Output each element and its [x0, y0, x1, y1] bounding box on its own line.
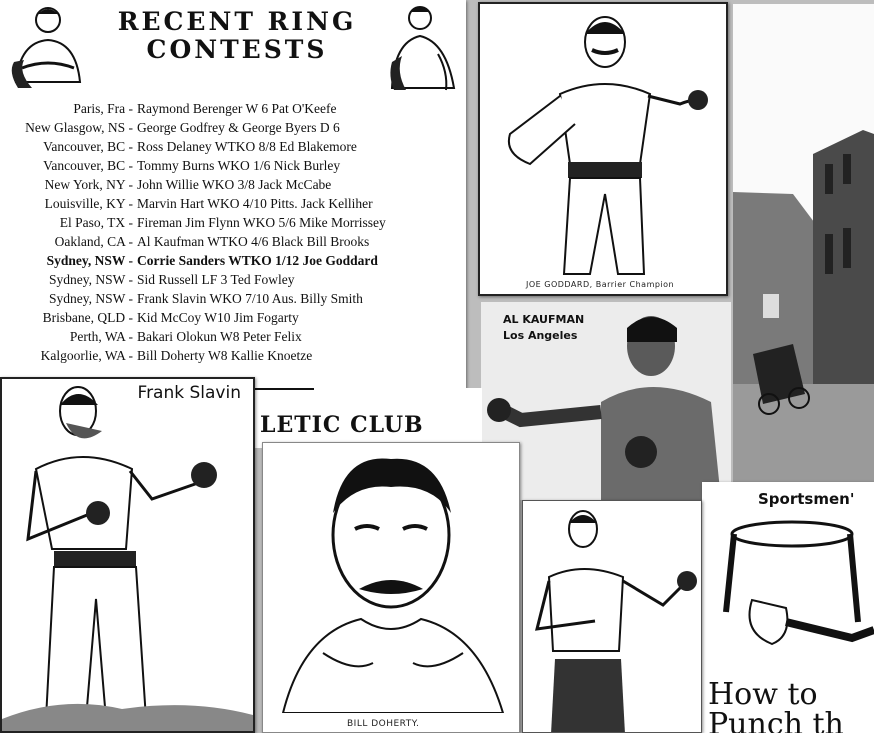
contest-result: Ross Delaney WTKO 8/8 Ed Blakemore: [137, 139, 357, 154]
contest-row: [0, 272, 466, 291]
contest-row: [0, 215, 466, 234]
contest-result: Corrie Sanders WTKO 1/12 Joe Goddard: [137, 253, 378, 268]
contest-row: [0, 158, 466, 177]
goddard-caption: JOE GODDARD, Barrier Champion: [526, 280, 675, 289]
contest-result: Sid Russell LF 3 Ted Fowley: [137, 272, 295, 287]
contest-row: [0, 177, 466, 196]
how-to-line1: How to: [708, 677, 818, 712]
small-boxer-photo: [522, 500, 702, 733]
contest-row: [0, 253, 466, 272]
sportsmen-title: Sportsmen': [758, 490, 855, 508]
contest-result: George Godfrey & George Byers D 6: [137, 120, 340, 135]
contests-heading-line1: RECENT RING: [117, 7, 357, 36]
boxer-portrait-doherty-icon: [263, 443, 520, 713]
street-building-photo-icon: [733, 4, 874, 482]
contest-location: Brisbane, QLD -: [42, 310, 133, 325]
how-to-line2: Punch th: [708, 707, 844, 733]
contest-row: [0, 120, 466, 139]
contest-location: Sydney, NSW -: [49, 272, 133, 287]
contest-location: Vancouver, BC -: [43, 139, 133, 154]
contest-location: El Paso, TX -: [59, 215, 133, 230]
contest-row: [0, 329, 466, 348]
boxer-portrait-right-icon: [388, 2, 462, 94]
divider-line: [254, 388, 314, 390]
contest-location: Perth, WA -: [69, 329, 133, 344]
boxer-portrait-left-icon: [8, 2, 88, 94]
contest-row: [0, 234, 466, 253]
contest-result: Bakari Olokun W8 Peter Felix: [137, 329, 302, 344]
boxer-sketch-small-icon: [523, 501, 702, 733]
contest-location: Kalgoorlie, WA -: [40, 348, 133, 363]
contest-result: Tommy Burns WKO 1/6 Nick Burley: [137, 158, 341, 173]
doherty-caption: BILL DOHERTY.: [347, 719, 420, 729]
contest-results-list: [0, 101, 466, 367]
contest-result: John Willie WKO 3/8 Jack McCabe: [137, 177, 332, 192]
contest-location: Paris, Fra -: [73, 101, 133, 116]
kaufman-label: [503, 312, 584, 344]
slavin-label: Frank Slavin: [137, 383, 241, 403]
contest-location: Sydney, NSW -: [46, 253, 133, 268]
recent-ring-contests-panel: [0, 0, 466, 440]
kaufman-city: Los Angeles: [503, 329, 578, 342]
athletic-club-clipping: [238, 388, 482, 448]
kaufman-name: AL KAUFMAN: [503, 313, 585, 326]
contest-result: Al Kaufman WTKO 4/6 Black Bill Brooks: [137, 234, 370, 249]
contests-heading: [92, 8, 382, 64]
contest-result: Bill Doherty W8 Kallie Knoetze: [137, 348, 313, 363]
contest-row: [0, 291, 466, 310]
boxer-sketch-slavin-icon: [2, 379, 253, 731]
contest-location: New York, NY -: [44, 177, 133, 192]
sportsmen-ad: [702, 482, 874, 733]
contest-row: [0, 101, 466, 120]
contest-location: Vancouver, BC -: [43, 158, 133, 173]
how-to-heading: [708, 677, 844, 733]
contest-row: [0, 139, 466, 158]
bill-doherty-photo: [262, 442, 520, 733]
contest-row: [0, 310, 466, 329]
athletic-club-title: LETIC CLUB: [260, 412, 424, 438]
boxer-sketch-goddard-icon: [480, 4, 726, 294]
contest-row: [0, 348, 466, 367]
contest-location: Sydney, NSW -: [49, 291, 133, 306]
street-scene-photo: [733, 4, 874, 482]
contest-result: Fireman Jim Flynn WKO 5/6 Mike Morrissey: [137, 215, 386, 230]
contest-result: Kid McCoy W10 Jim Fogarty: [137, 310, 299, 325]
contest-result: Marvin Hart WKO 4/10 Pitts. Jack Kelliher: [137, 196, 373, 211]
contest-row: [0, 196, 466, 215]
contest-location: Louisville, KY -: [44, 196, 133, 211]
contest-result: Raymond Berenger W 6 Pat O'Keefe: [137, 101, 337, 116]
contest-result: Frank Slavin WKO 7/10 Aus. Billy Smith: [137, 291, 363, 306]
contest-location: Oakland, CA -: [54, 234, 133, 249]
contests-heading-line2: CONTESTS: [146, 35, 328, 64]
frank-slavin-photo: [0, 377, 255, 733]
contest-location: New Glasgow, NS -: [25, 120, 133, 135]
joe-goddard-photo: [478, 2, 728, 296]
